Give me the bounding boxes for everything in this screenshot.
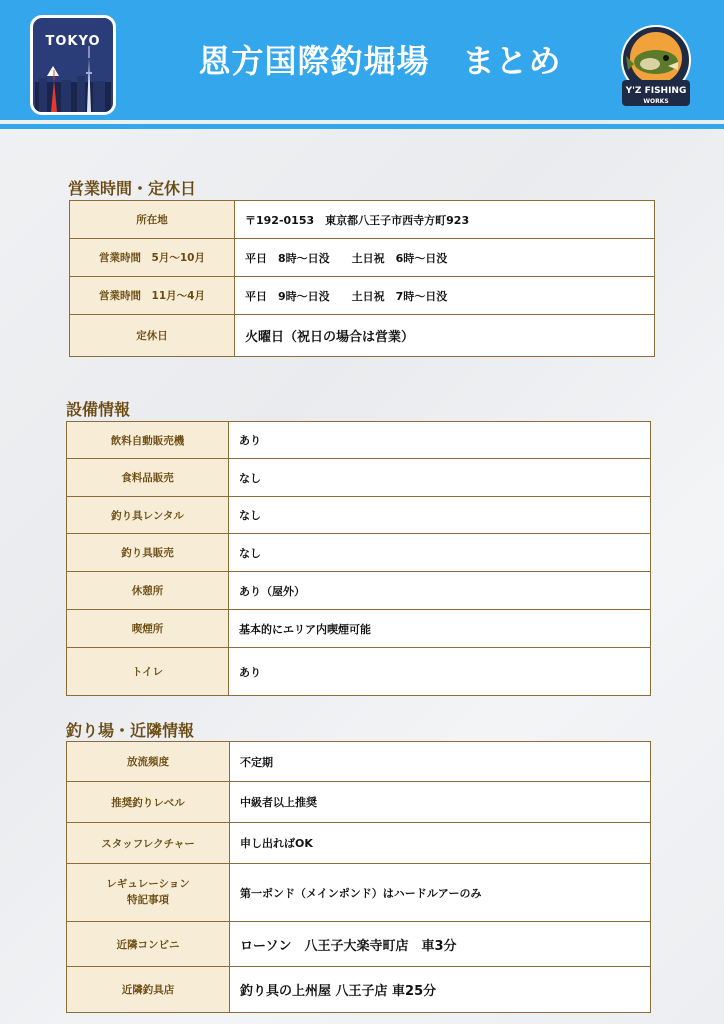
row-label: 近隣コンビニ [67,922,230,967]
row-value: あり [229,422,651,459]
row-label: 定休日 [70,315,235,357]
row-label: 近隣釣具店 [67,967,230,1013]
table-row [67,497,651,534]
fishing-works-logo [620,24,692,114]
fishing-logo-text: Y'Z FISHING [625,86,687,96]
table-row [67,459,651,497]
row-value: 基本的にエリア内喫煙可能 [229,610,651,648]
row-value: 中級者以上推奨 [230,782,651,823]
row-value: ローソン 八王子大楽寺町店 車3分 [230,922,651,967]
table-row [67,864,651,922]
section-title-facilities: 設備情報 [66,400,131,419]
table-row [70,239,655,277]
row-label: レギュレーション 特記事項 [67,864,230,922]
row-value: あり（屋外） [229,572,651,610]
area-info-table [66,741,651,1013]
row-value: 平日 9時〜日没 土日祝 7時〜日没 [235,277,655,315]
hours-table [69,200,655,357]
row-label: 営業時間 5月〜10月 [70,239,235,277]
row-value: 釣り具の上州屋 八王子店 車25分 [230,967,651,1013]
table-row [67,742,651,782]
row-value: なし [229,497,651,534]
row-label: 所在地 [70,201,235,239]
table-row [67,572,651,610]
facilities-table [66,421,651,696]
fishing-logo-subtext: WORKS [643,98,669,105]
row-value: 平日 8時〜日没 土日祝 6時〜日没 [235,239,655,277]
row-value: なし [229,534,651,572]
table-row [67,610,651,648]
row-label: 食料品販売 [67,459,229,497]
section-title-area-info: 釣り場・近隣情報 [66,721,195,740]
section-title-hours: 営業時間・定休日 [68,179,197,198]
table-row [67,922,651,967]
page-title: 恩方国際釣堀場 まとめ [198,42,562,80]
table-row [67,823,651,864]
row-value: あり [229,648,651,696]
row-value: 第一ポンド（メインポンド）はハードルアーのみ [230,864,651,922]
row-label: 推奨釣りレベル [67,782,230,823]
table-row [70,315,655,357]
tokyo-skyline-icon [33,18,113,112]
row-label: 飲料自動販売機 [67,422,229,459]
row-label: 釣り具レンタル [67,497,229,534]
row-label: 釣り具販売 [67,534,229,572]
table-row [70,277,655,315]
row-label: 放流頻度 [67,742,230,782]
row-label: トイレ [67,648,229,696]
row-label: スタッフレクチャー [67,823,230,864]
table-row [67,648,651,696]
table-row [67,967,651,1013]
header-divider [0,124,724,129]
row-value: 申し出ればOK [230,823,651,864]
row-value: 不定期 [230,742,651,782]
tokyo-logo [30,15,116,115]
table-row [67,422,651,459]
row-value: 火曜日（祝日の場合は営業） [235,315,655,357]
table-row [67,534,651,572]
table-row [67,782,651,823]
table-row [70,201,655,239]
tokyo-logo-text: TOKYO [45,34,101,49]
row-value: なし [229,459,651,497]
row-label: 喫煙所 [67,610,229,648]
row-label: 休憩所 [67,572,229,610]
row-value: 〒192-0153 東京都八王子市西寺方町923 [235,201,655,239]
row-label: 営業時間 11月〜4月 [70,277,235,315]
